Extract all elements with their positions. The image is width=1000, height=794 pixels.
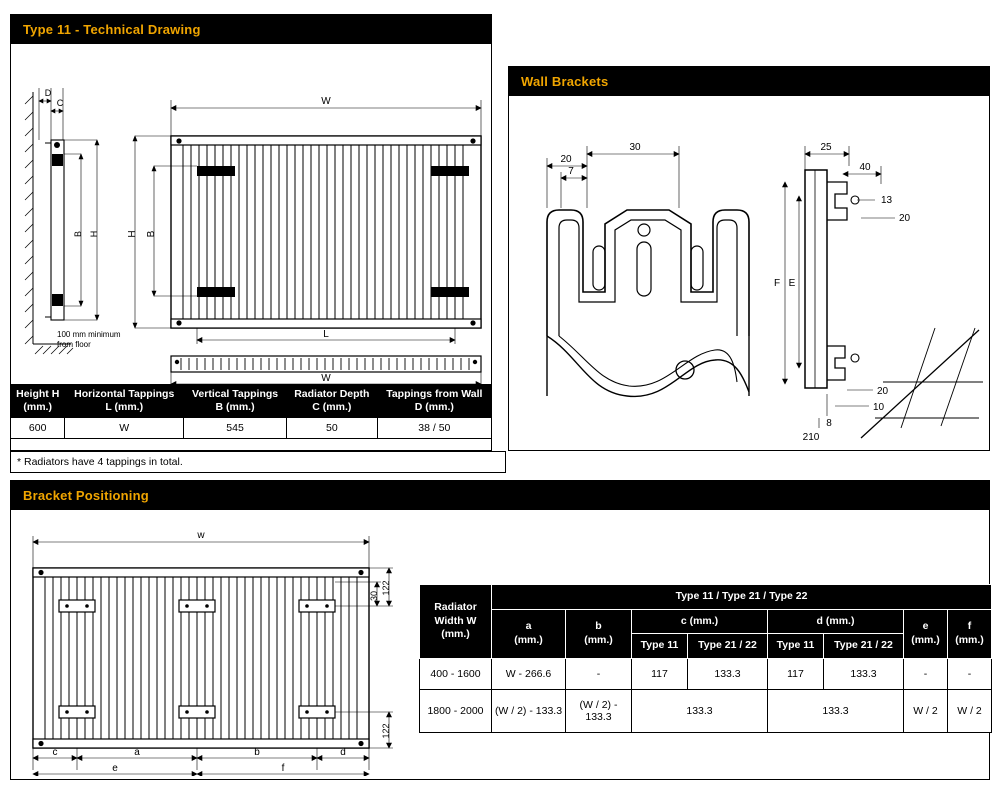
dim-20-left: 20 — [560, 154, 572, 165]
dim-25: 25 — [820, 142, 832, 153]
technical-drawing-svg — [11, 44, 491, 399]
dim-a: a — [134, 747, 140, 758]
dim-122-bottom: 122 — [381, 723, 391, 739]
panel-positioning-title: Bracket Positioning — [11, 481, 989, 510]
panel-wall-brackets — [508, 66, 990, 451]
cell-radiator-depth: 50 — [287, 418, 378, 439]
col-f-l1: f — [967, 620, 972, 633]
col-height-h-l2: (mm.) — [23, 400, 52, 413]
cell-e-2: W / 2 — [904, 689, 948, 732]
positioning-table-wrap — [419, 510, 1000, 778]
radiator-width-l3: (mm.) — [441, 628, 470, 641]
cell-e-1: - — [904, 658, 948, 689]
dim-13: 13 — [881, 195, 893, 206]
col-f — [948, 609, 992, 658]
positioning-svg — [11, 510, 419, 776]
dim-E: E — [788, 278, 796, 289]
col-e-l2: (mm.) — [911, 633, 940, 646]
col-radiator-depth — [287, 384, 378, 417]
table-row — [420, 658, 992, 689]
dim-b: b — [254, 747, 260, 758]
radiator-width-l2: Width W — [434, 614, 477, 627]
col-horizontal-tappings — [65, 384, 184, 417]
cell-c-t2122-1: 133.3 — [688, 658, 768, 689]
col-a-l2: (mm.) — [514, 633, 543, 646]
table-header-row — [11, 384, 492, 417]
panel-technical-body — [11, 44, 491, 438]
cell-a-1: W - 266.6 — [492, 658, 566, 689]
col-vertical-tappings — [184, 384, 287, 417]
table-row — [11, 418, 492, 439]
svg-text:W: W — [321, 96, 331, 107]
col-d-type2122: Type 21 / 22 — [824, 634, 904, 659]
dim-d: d — [340, 747, 346, 758]
wall-brackets-svg — [509, 96, 989, 448]
dim-210: 210 — [802, 432, 820, 443]
col-radiator-depth-l2: C (mm.) — [312, 400, 352, 413]
cell-d-merged-2: 133.3 — [768, 689, 904, 732]
col-tappings-from-wall — [377, 384, 491, 417]
dim-F: F — [773, 278, 781, 289]
dim-30-left: 30 — [629, 142, 641, 153]
table-header-row-1 — [420, 585, 992, 610]
col-e — [904, 609, 948, 658]
col-c-group: c (mm.) — [632, 609, 768, 634]
dim-8: 8 — [826, 418, 832, 429]
table-row — [420, 689, 992, 732]
cell-f-1: - — [948, 658, 992, 689]
floor-note-line2: from floor — [57, 340, 91, 349]
cell-c-merged-2: 133.3 — [632, 689, 768, 732]
dim-20-top: 20 — [899, 213, 911, 224]
table-header-row-2 — [420, 609, 992, 634]
positioning-diagram — [11, 510, 419, 778]
dim-20-bottom: 20 — [877, 386, 889, 397]
cell-b-2: (W / 2) - 133.3 — [566, 689, 632, 732]
dim-f: f — [281, 763, 285, 774]
col-tappings-from-wall-l1: Tappings from Wall — [386, 387, 483, 400]
cell-vertical-tappings: 545 — [184, 418, 287, 439]
col-d-group: d (mm.) — [768, 609, 904, 634]
cell-a-2: (W / 2) - 133.3 — [492, 689, 566, 732]
dim-10: 10 — [873, 402, 885, 413]
col-radiator-depth-l1: Radiator Depth — [294, 387, 370, 400]
col-a-l1: a — [525, 620, 532, 633]
col-vertical-tappings-l1: Vertical Tappings — [191, 387, 279, 400]
col-radiator-width — [420, 585, 492, 659]
svg-text:C: C — [56, 98, 64, 108]
cell-tappings-from-wall: 38 / 50 — [377, 418, 491, 439]
col-vertical-tappings-l2: B (mm.) — [215, 400, 255, 413]
panel-bracket-positioning — [10, 480, 990, 780]
col-height-h-l1: Height H — [16, 387, 60, 400]
cell-c-t11-1: 117 — [632, 658, 688, 689]
panel-brackets-title: Wall Brackets — [509, 67, 989, 96]
dim-122-top: 122 — [381, 580, 391, 596]
dim-e: e — [112, 763, 118, 774]
technical-spec-table-wrap — [10, 384, 492, 439]
panel-technical-drawing — [10, 14, 492, 468]
col-f-l2: (mm.) — [955, 633, 984, 646]
col-e-l1: e — [922, 620, 929, 633]
cell-width-1: 400 - 1600 — [420, 658, 492, 689]
col-b — [566, 609, 632, 658]
col-horizontal-tappings-l1: Horizontal Tappings — [74, 387, 175, 400]
col-a — [492, 609, 566, 658]
cell-horizontal-tappings: W — [65, 418, 184, 439]
col-horizontal-tappings-l2: L (mm.) — [105, 400, 144, 413]
col-b-l1: b — [595, 620, 602, 633]
floor-note-line1: 100 mm minimum — [57, 330, 121, 339]
col-d-type11: Type 11 — [768, 634, 824, 659]
dim-7-left: 7 — [568, 166, 574, 177]
svg-text:B: B — [146, 230, 157, 238]
positioning-table — [419, 584, 992, 733]
dim-w-top: w — [197, 530, 205, 541]
technical-spec-table — [10, 384, 492, 439]
cell-f-2: W / 2 — [948, 689, 992, 732]
svg-text:W: W — [321, 373, 331, 384]
svg-text:L: L — [323, 329, 329, 340]
svg-text:B: B — [73, 230, 83, 238]
cell-height-h: 600 — [11, 418, 65, 439]
technical-footnote: * Radiators have 4 tappings in total. — [10, 451, 506, 473]
cell-d-t11-1: 117 — [768, 658, 824, 689]
panel-technical-title: Type 11 - Technical Drawing — [11, 15, 491, 44]
col-type-group: Type 11 / Type 21 / Type 22 — [492, 585, 992, 610]
cell-b-1: - — [566, 658, 632, 689]
dim-40: 40 — [859, 162, 871, 173]
dim-30-pos: 30 — [369, 590, 379, 602]
cell-width-2: 1800 - 2000 — [420, 689, 492, 732]
svg-text:H: H — [89, 230, 99, 238]
col-c-type2122: Type 21 / 22 — [688, 634, 768, 659]
svg-text:D: D — [44, 88, 52, 98]
panel-brackets-body — [509, 96, 989, 450]
col-b-l2: (mm.) — [584, 633, 613, 646]
col-tappings-from-wall-l2: D (mm.) — [414, 400, 454, 413]
panel-positioning-body — [11, 510, 989, 778]
svg-text:H: H — [127, 230, 138, 238]
col-height-h — [11, 384, 65, 417]
col-c-type11: Type 11 — [632, 634, 688, 659]
cell-d-t2122-1: 133.3 — [824, 658, 904, 689]
dim-c: c — [52, 747, 58, 758]
radiator-width-l1: Radiator — [434, 601, 477, 613]
